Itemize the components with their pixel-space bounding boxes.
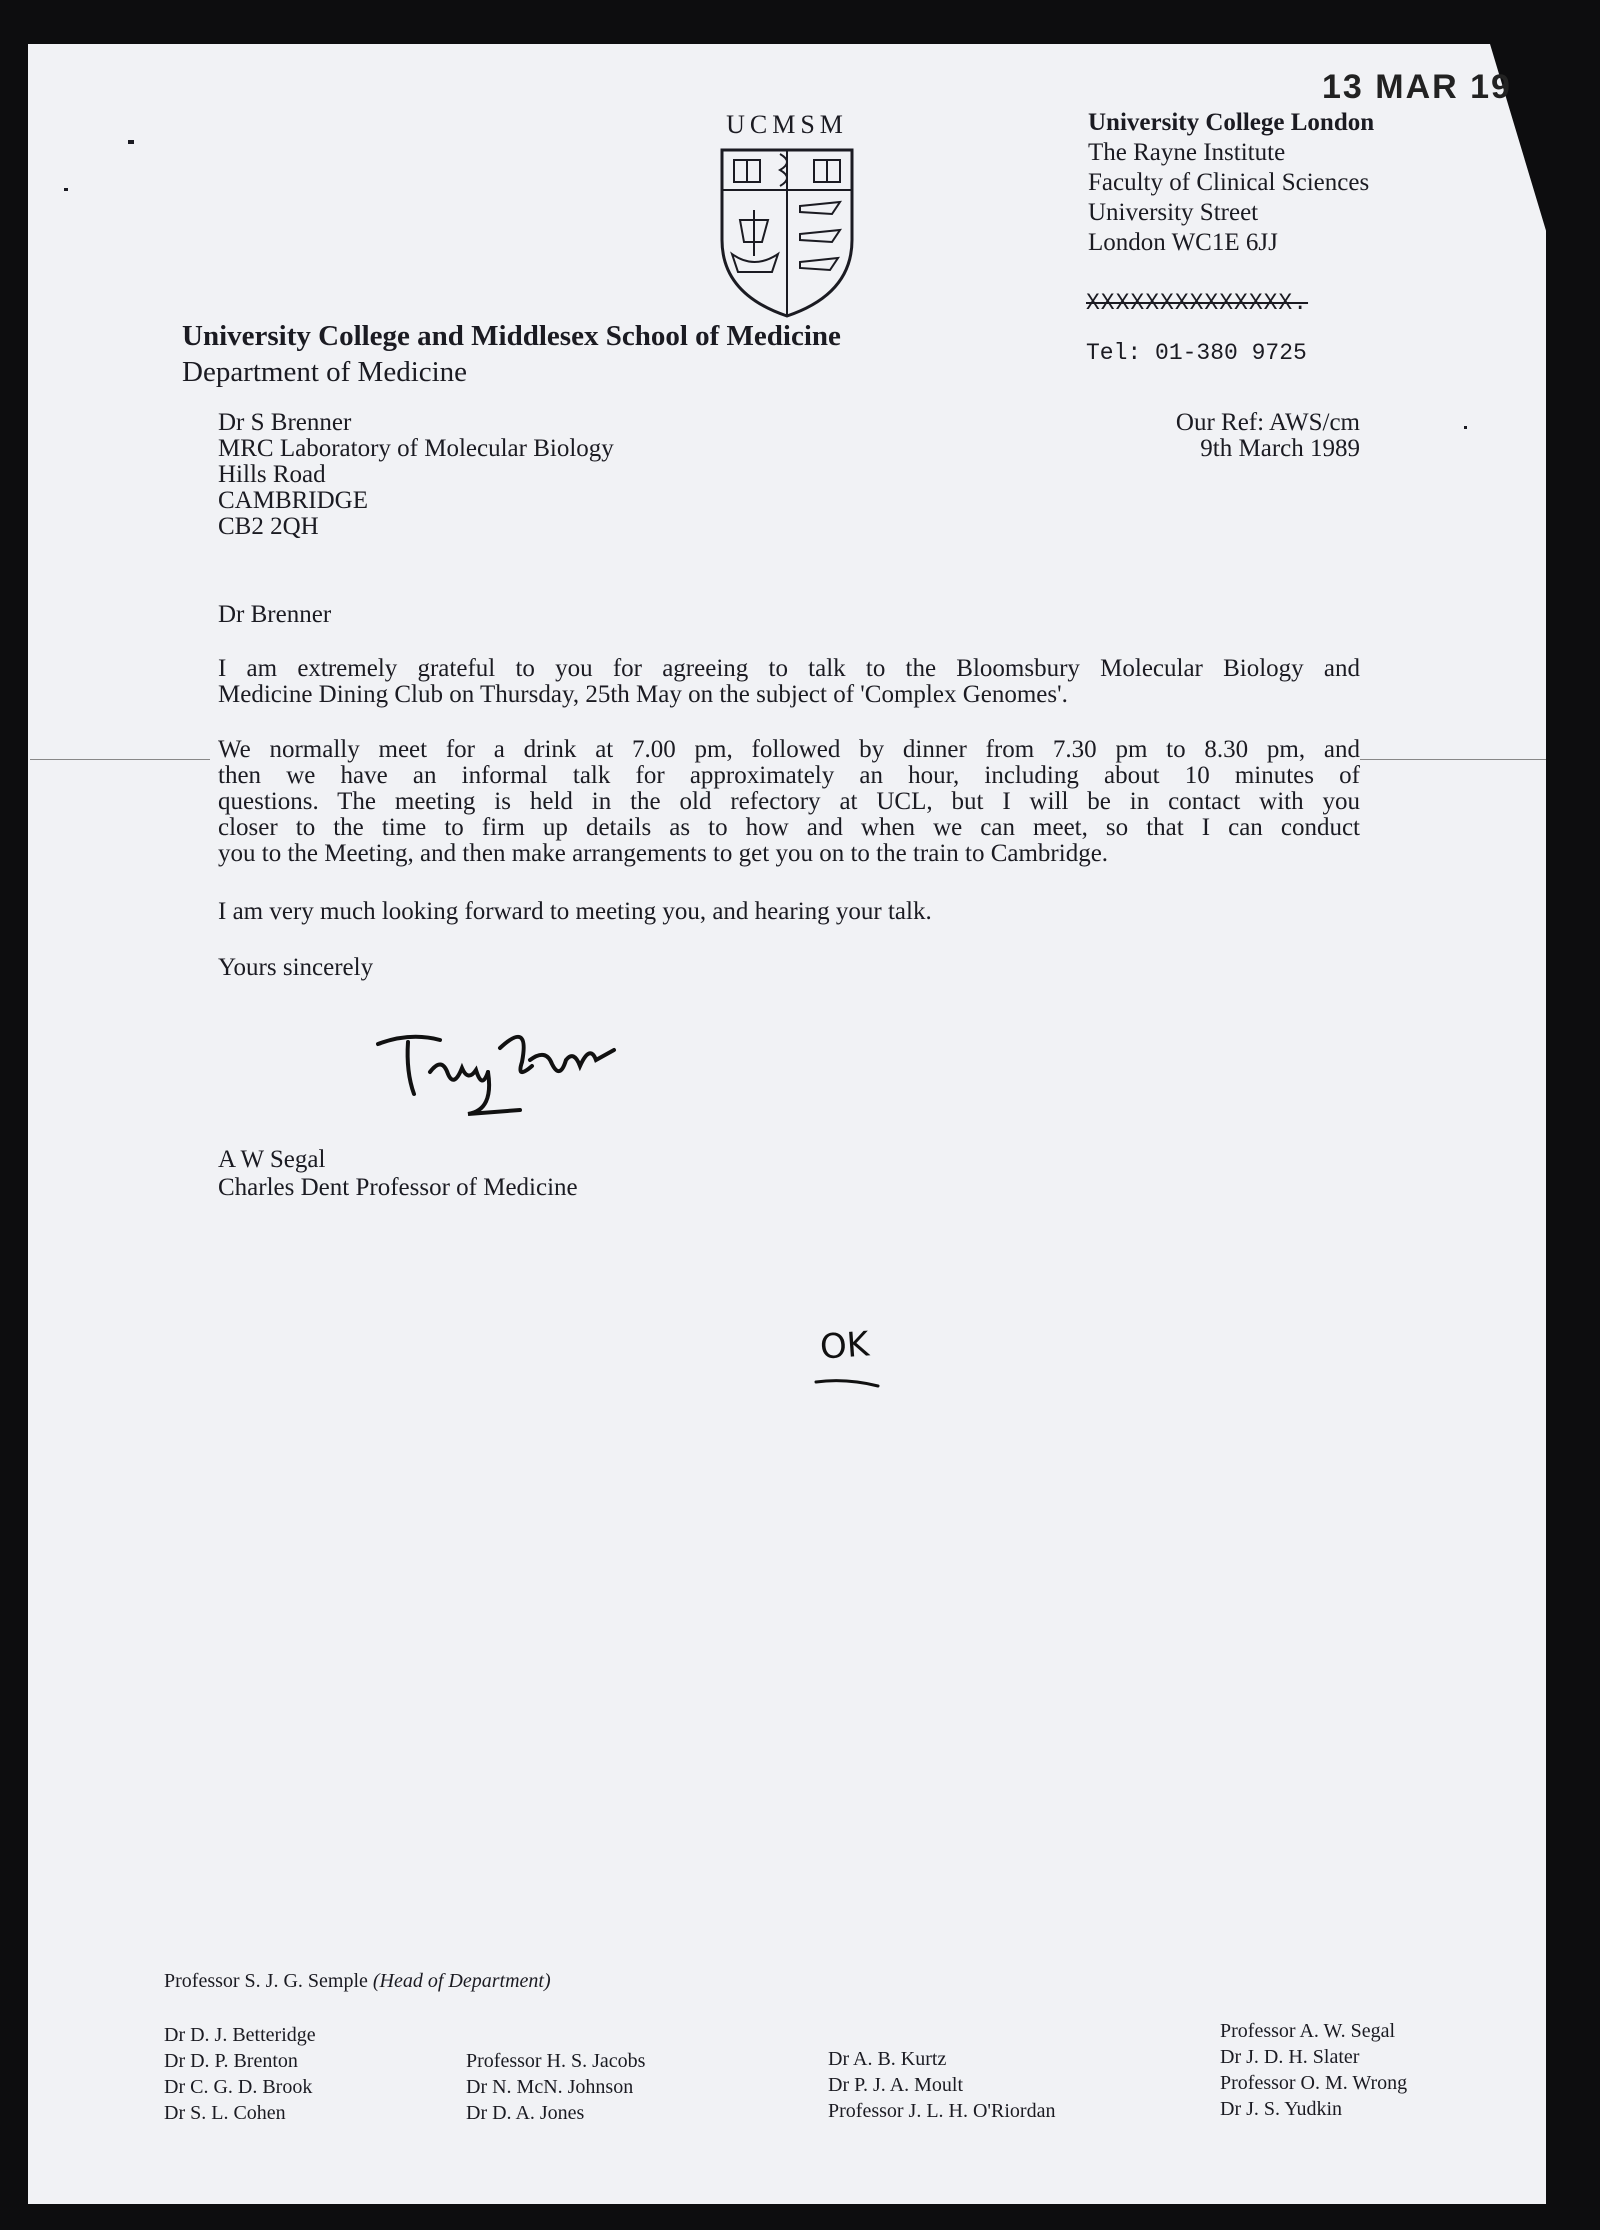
department-name: Department of Medicine	[182, 356, 468, 388]
staff-member: Dr D. P. Brenton	[164, 2050, 298, 2072]
crest-initials: UCMSM	[726, 110, 848, 139]
staff-member: Dr A. B. Kurtz	[828, 2048, 947, 2070]
telephone-number: Tel: 01-380 9725	[1086, 340, 1307, 366]
paragraph-line: We normally meet for a drink at 7.00 pm, followed by dinner from 7.30 pm to 8.30 pm, and	[218, 736, 1360, 763]
ok-underline	[812, 1374, 882, 1394]
staff-member: Dr D. A. Jones	[466, 2102, 585, 2124]
recipient-line: Hills Road	[218, 461, 326, 488]
signer-block	[218, 1146, 578, 1202]
paragraph-line: then we have an informal talk for approximately an hour, including about 10 minutes of	[218, 762, 1360, 789]
staff-column-3	[828, 2046, 1055, 2124]
fold-line	[30, 759, 210, 760]
paragraph-2	[218, 737, 1360, 867]
our-reference: Our Ref: AWS/cm	[1175, 409, 1360, 436]
institution-line: University Street	[1088, 199, 1259, 226]
head-name: Professor S. J. G. Semple	[164, 1970, 368, 1992]
staff-member: Professor A. W. Segal	[1220, 2020, 1395, 2042]
institution-line: Faculty of Clinical Sciences	[1088, 169, 1370, 196]
institution-line: London WC1E 6JJ	[1088, 229, 1278, 256]
letter-date: 9th March 1989	[1200, 435, 1360, 462]
staff-member: Professor H. S. Jacobs	[466, 2050, 646, 2072]
paragraph-line: you to the Meeting, and then make arrangements to get you on to the train to Cambridge.	[218, 840, 1109, 867]
ucmsm-crest-icon	[712, 144, 862, 324]
received-stamp: 13 MAR 19	[1322, 68, 1512, 106]
school-name: University College and Middlesex School of Medicine	[182, 320, 841, 352]
paragraph-line: Medicine Dining Club on Thursday, 25th May on the subject of 'Complex Genomes'.	[218, 681, 1068, 708]
recipient-line: Dr S Brenner	[218, 409, 352, 436]
staff-member: Dr C. G. D. Brook	[164, 2076, 313, 2098]
scan-mark	[64, 188, 68, 191]
staff-member: Dr P. J. A. Moult	[828, 2074, 964, 2096]
paragraph-line: I am extremely grateful to you for agreeing to talk to the Bloomsbury Molecular Biology and	[218, 655, 1360, 682]
scan-mark	[1464, 426, 1467, 429]
closing: Yours sincerely	[218, 954, 374, 981]
recipient-line: MRC Laboratory of Molecular Biology	[218, 435, 614, 462]
recipient-line: CAMBRIDGE	[218, 487, 369, 514]
institution-address	[1088, 108, 1374, 258]
staff-member: Professor O. M. Wrong	[1220, 2072, 1408, 2094]
staff-member: Dr J. D. H. Slater	[1220, 2046, 1360, 2068]
recipient-address	[218, 410, 614, 540]
paragraph-1	[218, 656, 1360, 708]
staff-column-1	[164, 2022, 316, 2126]
head-of-department	[164, 1968, 551, 1994]
signer-name: A W Segal	[218, 1146, 326, 1173]
signer-title: Charles Dent Professor of Medicine	[218, 1174, 578, 1201]
head-role: (Head of Department)	[372, 1970, 551, 1992]
fold-line	[1360, 759, 1546, 760]
paragraph-line: questions. The meeting is held in the old refectory at UCL, but I will be in contact with you	[218, 788, 1360, 815]
school-heading	[182, 318, 841, 390]
staff-member: Dr N. McN. Johnson	[466, 2076, 634, 2098]
staff-member: Professor J. L. H. O'Riordan	[828, 2100, 1056, 2122]
staff-member: Dr D. J. Betteridge	[164, 2024, 316, 2046]
recipient-line: CB2 2QH	[218, 513, 319, 540]
handwritten-ok-annotation: OK	[818, 1324, 871, 1368]
handwritten-signature	[370, 1010, 630, 1130]
crest-logo	[712, 110, 862, 329]
staff-member: Dr S. L. Cohen	[164, 2102, 286, 2124]
scan-mark	[128, 140, 134, 144]
institution-name: University College London	[1088, 109, 1375, 136]
staff-member: Dr J. S. Yudkin	[1220, 2098, 1343, 2120]
paragraph-line: closer to the time to firm up details as to how and when we can meet, so that I can conduct	[218, 814, 1360, 841]
paragraph-3: I am very much looking forward to meeting you, and hearing your talk.	[218, 898, 932, 925]
staff-column-4	[1220, 2018, 1407, 2122]
staff-column-2	[466, 2048, 645, 2126]
struck-phone-number: XXXXXXXXXXXXXX.	[1086, 290, 1309, 316]
reference-block	[1060, 410, 1360, 462]
salutation: Dr Brenner	[218, 601, 332, 628]
institution-line: The Rayne Institute	[1088, 139, 1286, 166]
